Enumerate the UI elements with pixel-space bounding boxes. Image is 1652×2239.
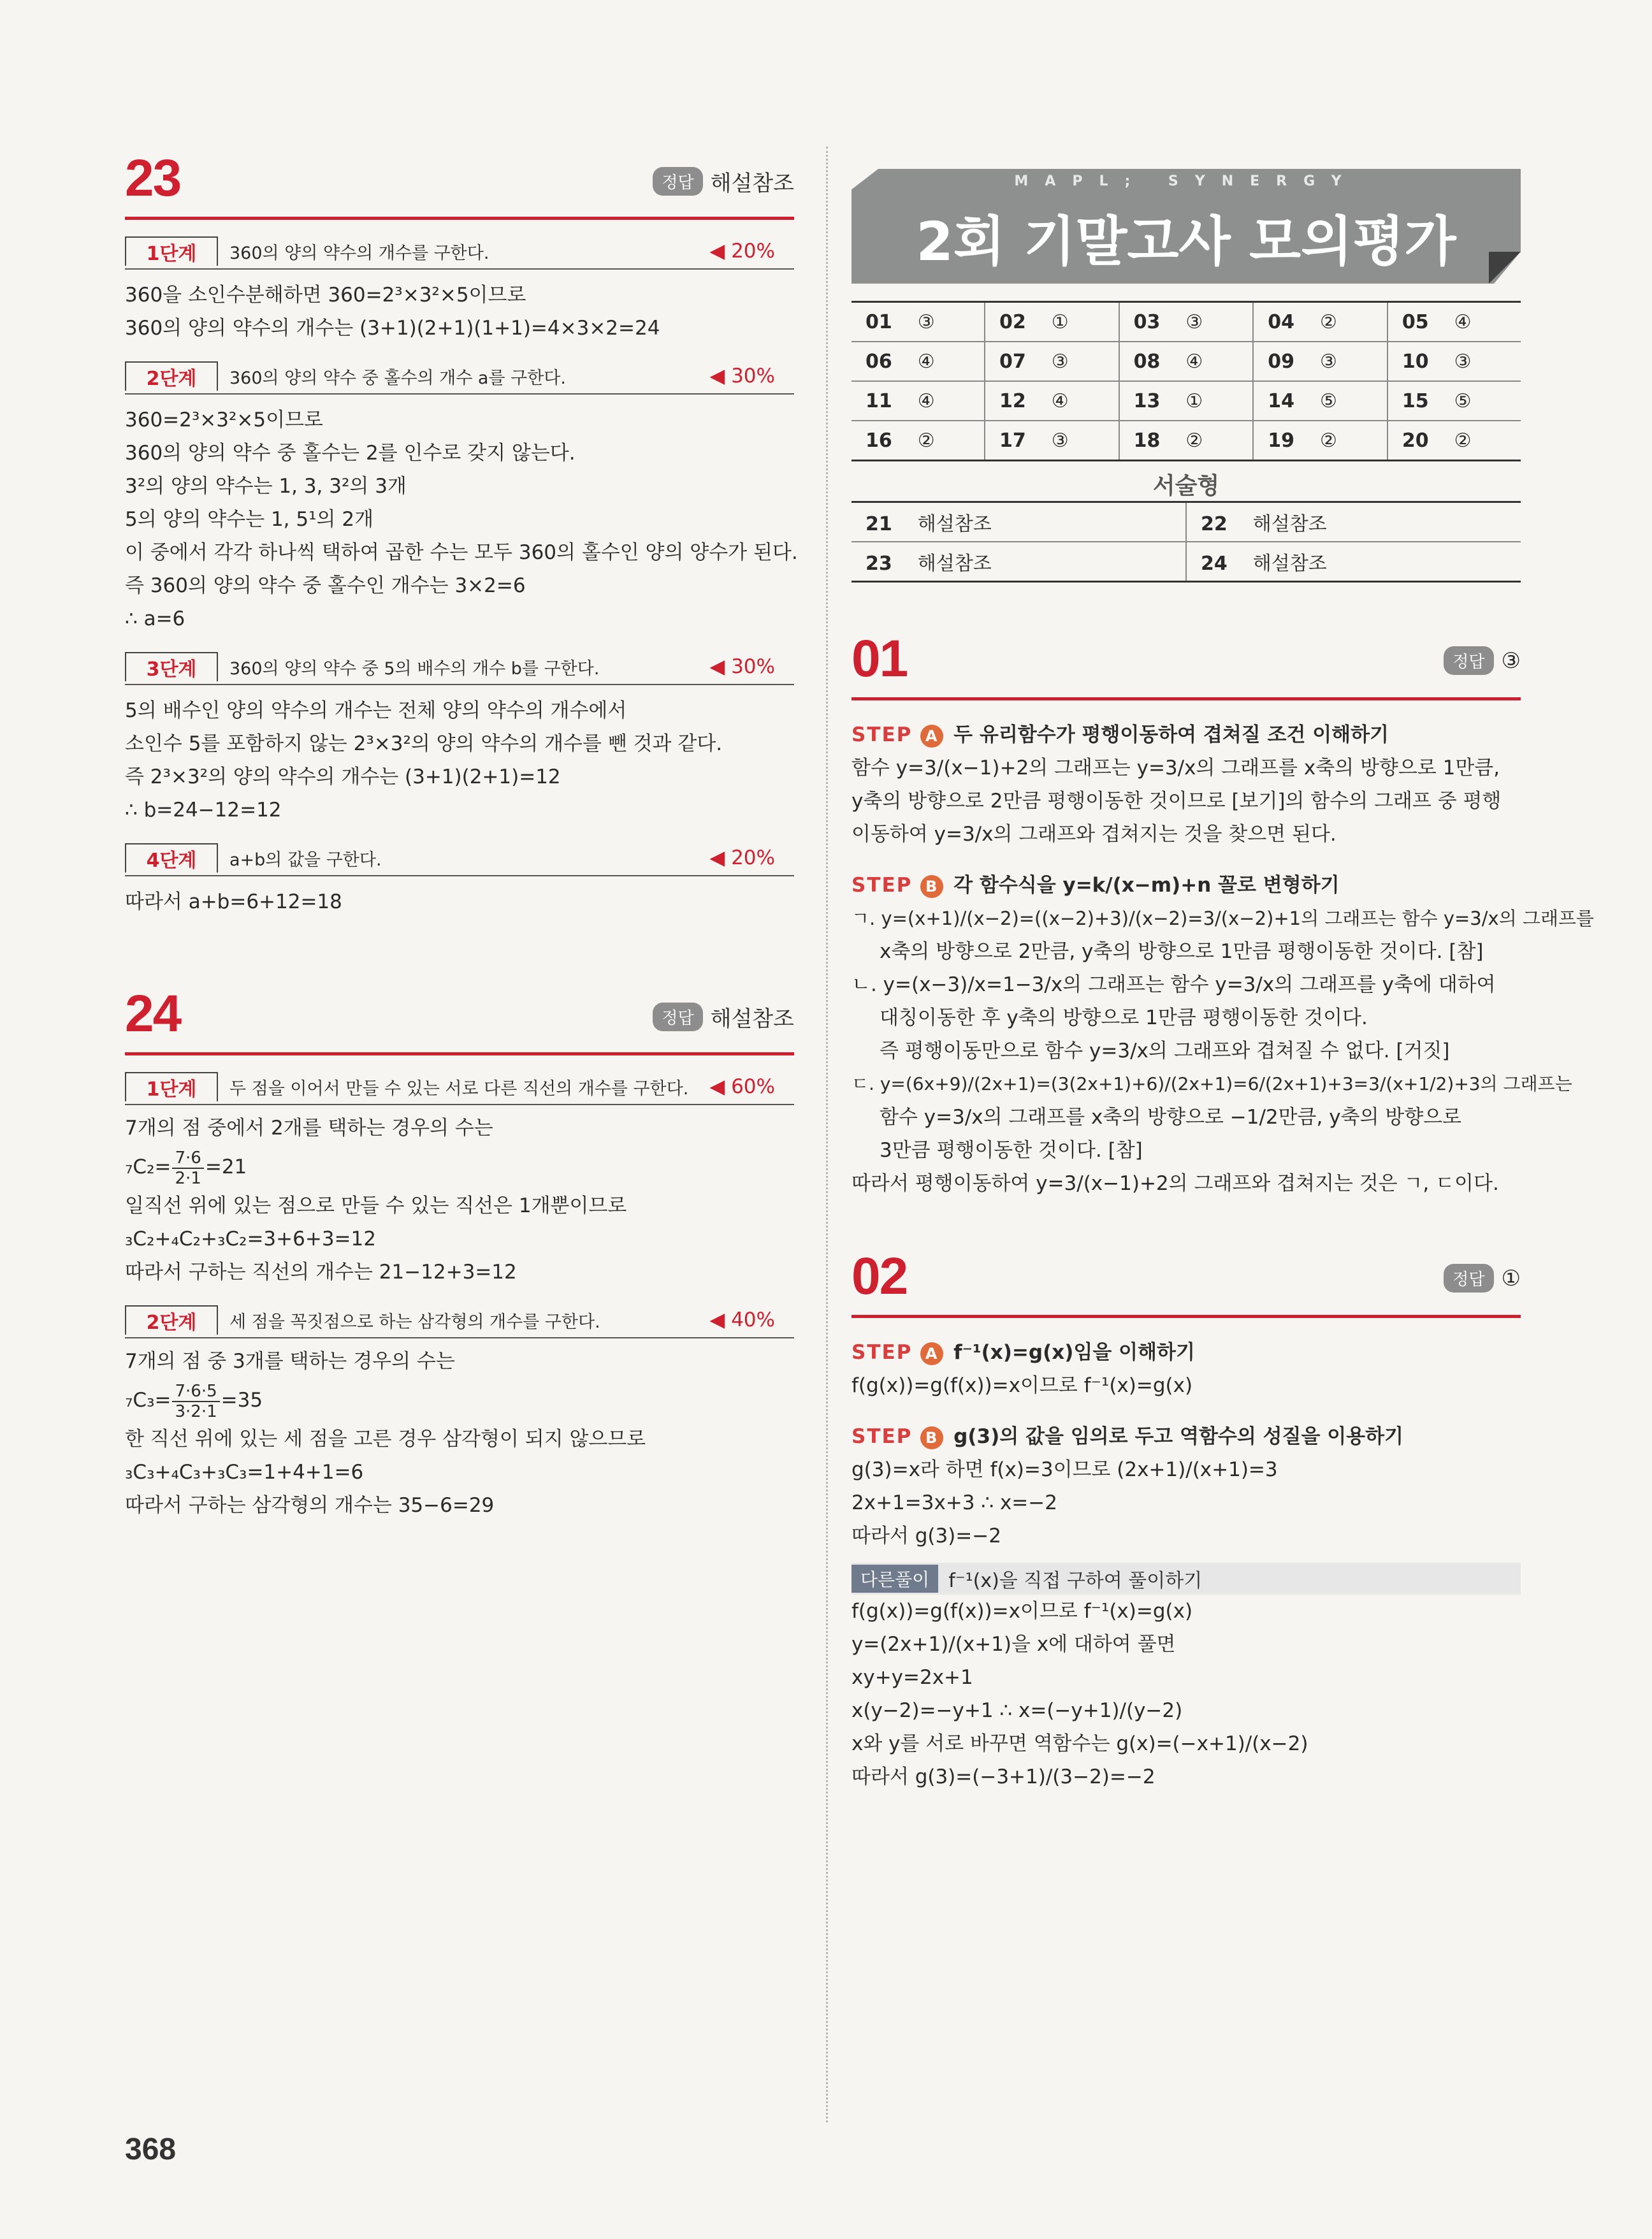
step-word: STEP (851, 723, 913, 746)
step-label (851, 874, 943, 897)
problem-number: 01 (851, 630, 908, 688)
table-cell (1119, 421, 1254, 461)
table-cell (1186, 502, 1521, 542)
step-text: 360의 양의 약수 중 홀수의 개수 a를 구한다. (229, 368, 566, 388)
answer-choice: ⑤ (1454, 389, 1472, 412)
question-number: 09 (1268, 350, 1295, 373)
text-line: 360의 양의 약수의 개수는 (3+1)(2+1)(1+1)=4×3×2=24 (125, 317, 660, 340)
table-cell (1186, 542, 1521, 582)
essay-table (851, 501, 1521, 583)
question-number: 11 (866, 389, 892, 412)
text-line: 즉 360의 양의 약수 중 홀수인 개수는 3×2=6 (125, 574, 526, 597)
answer-box (653, 166, 794, 197)
answer-choice: 해설참조 (1252, 513, 1327, 535)
text-line: y=(2x+1)/(x+1)을 x에 대하여 풀면 (851, 1633, 1176, 1656)
table-cell (985, 342, 1119, 381)
step-b-heading (851, 869, 1521, 902)
step-title: 각 함수식을 y=k/(x−m)+n 꼴로 변형하기 (953, 874, 1340, 897)
answer-choice: ② (1320, 310, 1337, 333)
question-number: 01 (866, 310, 892, 333)
numerator: 7·6·5 (172, 1382, 219, 1402)
step-title: g(3)의 값을 임의로 두고 역함수의 성질을 이용하기 (953, 1425, 1403, 1448)
text-line: g(3)=x라 하면 f(x)=3이므로 (2x+1)/(x+1)=3 (851, 1458, 1278, 1481)
step-tag: 3단계 (125, 652, 218, 681)
answer-choice: ③ (1454, 350, 1472, 373)
text-line: ∴ a=6 (125, 607, 185, 630)
table-cell (851, 421, 985, 461)
text-line: 3²의 양의 약수는 1, 3, 3²의 3개 (125, 475, 407, 498)
answer-box (653, 1001, 794, 1033)
answer-choice: ② (1320, 429, 1337, 452)
answer-choice: ④ (1185, 350, 1203, 373)
column-divider (826, 147, 828, 2122)
text-line: 소인수 5를 포함하지 않는 2³×3²의 양의 약수의 개수를 뺀 것과 같다. (125, 732, 723, 755)
fraction (172, 1148, 203, 1188)
table-cell (1388, 381, 1521, 421)
text-line: 따라서 구하는 직선의 개수는 21−12+3=12 (125, 1261, 517, 1284)
answer-choice: ④ (1454, 310, 1472, 333)
answer-choice: ② (1185, 429, 1203, 452)
step-body (125, 694, 794, 827)
text-line: 따라서 g(3)=(−3+1)/(3−2)=−2 (851, 1765, 1156, 1788)
text-line: 7개의 점 중에서 2개를 택하는 경우의 수는 (125, 1117, 493, 1140)
text-line: 함수 y=3/(x−1)+2의 그래프는 y=3/x의 그래프를 x축의 방향으로 1만큼, (851, 757, 1500, 779)
text-line: ㄱ. y=(x+1)/(x−2)=((x−2)+3)/(x−2)=3/(x−2)+1의 그래프는 함수 y=3/x의 그래프를 (851, 908, 1594, 929)
text-line: y축의 방향으로 2만큼 평행이동한 것이므로 [보기]의 함수의 그래프 중 평행 (851, 790, 1502, 813)
banner-subtitle: MAPL; SYNERGY (1014, 173, 1358, 189)
step-text: a+b의 값을 구한다. (229, 850, 382, 870)
text-line: 대칭이동한 후 y축의 방향으로 1만큼 평행이동한 것이다. (880, 1006, 1368, 1029)
step-body (125, 403, 798, 635)
question-number: 04 (1268, 310, 1295, 333)
table-cell (851, 342, 985, 381)
question-number: 12 (999, 389, 1026, 412)
table-row (851, 542, 1521, 582)
table-cell (1119, 302, 1254, 342)
step-word: STEP (851, 1341, 913, 1364)
question-number: 21 (866, 513, 892, 535)
table-cell (851, 502, 1186, 542)
table-cell (1119, 342, 1254, 381)
text-line: ₃C₂+₄C₂+₃C₂=3+6+3=12 (125, 1228, 376, 1250)
step-circle: A (920, 725, 943, 748)
table-cell (851, 302, 985, 342)
step-label (851, 1425, 943, 1448)
comb-result: =21 (205, 1156, 247, 1178)
answer-box (1444, 646, 1521, 675)
problem-23-header (125, 147, 794, 220)
text-line: f(g(x))=g(f(x))=x이므로 f⁻¹(x)=g(x) (851, 1374, 1193, 1397)
step-percent: ◀ 30% (709, 365, 775, 388)
step-body (851, 1369, 1521, 1402)
answer-tag: 정답 (1444, 646, 1493, 675)
question-number: 02 (999, 310, 1026, 333)
text-line: 한 직선 위에 있는 세 점을 고른 경우 삼각형이 되지 않으므로 (125, 1428, 646, 1451)
step-tag: 4단계 (125, 843, 218, 873)
answer-tag: 정답 (653, 1003, 702, 1031)
text-line: 7개의 점 중 3개를 택하는 경우의 수는 (125, 1350, 455, 1373)
question-number: 08 (1133, 350, 1161, 373)
step-b-heading (851, 1420, 1521, 1453)
text-line: 따라서 g(3)=−2 (851, 1525, 1001, 1547)
problem-number: 02 (851, 1247, 908, 1305)
answer-value: ③ (1501, 648, 1521, 674)
comb-prefix: ₇C₃= (125, 1389, 171, 1412)
answer-choice: ③ (1051, 350, 1069, 373)
text-line: xy+y=2x+1 (851, 1666, 973, 1689)
text-line: x(y−2)=−y+1 ∴ x=(−y+1)/(y−2) (851, 1699, 1183, 1722)
page-number: 368 (125, 2133, 177, 2166)
step-body (851, 1453, 1521, 1553)
table-row (851, 302, 1521, 342)
text-line: 360=2³×3²×5이므로 (125, 409, 323, 431)
left-column (125, 147, 798, 1522)
alt-title: f⁻¹(x)을 직접 구하여 풀이하기 (948, 1570, 1203, 1592)
text-line: 360을 소인수분해하면 360=2³×3²×5이므로 (125, 284, 526, 307)
table-row (851, 342, 1521, 381)
step-percent: ◀ 30% (709, 655, 775, 678)
step-tag: 2단계 (125, 1305, 218, 1335)
text-line: 360의 양의 약수 중 홀수는 2를 인수로 갖지 않는다. (125, 442, 576, 465)
comb-result: =35 (221, 1389, 263, 1412)
answer-tag: 정답 (653, 167, 702, 196)
text-line: 3만큼 평행이동한 것이다. [참] (880, 1139, 1143, 1162)
step-label (851, 1341, 943, 1364)
answer-value: 해설참조 (710, 171, 794, 196)
text-line: 즉 평행이동만으로 함수 y=3/x의 그래프와 겹쳐질 수 없다. [거짓] (880, 1040, 1450, 1062)
step-row (125, 359, 794, 395)
table-cell (1253, 342, 1388, 381)
answer-choice: ④ (1051, 389, 1069, 412)
answer-choice: ③ (1185, 310, 1203, 333)
step-percent: ◀ 60% (709, 1075, 775, 1098)
step-text: 세 점을 꼭짓점으로 하는 삼각형의 개수를 구한다. (229, 1312, 600, 1332)
problem-number: 24 (125, 985, 181, 1043)
step-body (851, 902, 1594, 1200)
answer-choice: ③ (1320, 350, 1337, 373)
step-row (125, 1303, 794, 1338)
question-number: 17 (999, 429, 1026, 452)
step-label (851, 723, 943, 746)
question-number: 23 (866, 553, 892, 575)
combination-line (125, 1378, 794, 1423)
question-number: 03 (1133, 310, 1161, 333)
text-line: x축의 방향으로 2만큼, y축의 방향으로 1만큼 평행이동한 것이다. [참] (880, 940, 1484, 963)
question-number: 20 (1402, 429, 1429, 452)
essay-title: 서술형 (1152, 473, 1220, 499)
step-circle: B (920, 875, 943, 898)
text-line: 함수 y=3/x의 그래프를 x축의 방향으로 −1/2만큼, y축의 방향으로 (880, 1106, 1462, 1129)
step-row (125, 1069, 794, 1105)
question-number: 19 (1268, 429, 1295, 452)
table-cell (985, 302, 1119, 342)
step-text: 360의 양의 약수 중 5의 배수의 개수 b를 구한다. (229, 658, 600, 679)
answer-value: 해설참조 (710, 1006, 794, 1032)
answer-table (851, 301, 1521, 461)
step-body (125, 279, 794, 345)
step-row (125, 234, 794, 270)
answer-choice: 해설참조 (1252, 553, 1327, 575)
text-line: 2x+1=3x+3 ∴ x=−2 (851, 1491, 1057, 1514)
text-line: 따라서 a+b=6+12=18 (125, 890, 342, 913)
text-line: ㄴ. y=(x−3)/x=1−3/x의 그래프는 함수 y=3/x의 그래프를 y축에 대하여 (851, 973, 1496, 996)
text-line: 이 중에서 각각 하나씩 택하여 곱한 수는 모두 360의 홀수인 양의 양수가 된다. (125, 541, 798, 564)
right-column (851, 147, 1594, 1793)
text-line: 따라서 평행이동하여 y=3/(x−1)+2의 그래프와 겹쳐지는 것은 ㄱ, ㄷ이다. (851, 1172, 1499, 1195)
table-cell (1253, 421, 1388, 461)
text-line: x와 y를 서로 바꾸면 역함수는 g(x)=(−x+1)/(x−2) (851, 1732, 1308, 1755)
text-line: 일직선 위에 있는 점으로 만들 수 있는 직선은 1개뿐이므로 (125, 1194, 627, 1217)
answer-choice: ② (917, 429, 935, 452)
text-line: ₃C₃+₄C₃+₃C₃=1+4+1=6 (125, 1461, 364, 1484)
text-line: 이동하여 y=3/x의 그래프와 겹쳐지는 것을 찾으면 된다. (851, 823, 1337, 846)
answer-choice: ③ (917, 310, 935, 333)
step-word: STEP (851, 1425, 913, 1448)
table-cell (985, 381, 1119, 421)
step-row (125, 649, 794, 685)
step-body (851, 751, 1521, 851)
step-text: 두 점을 이어서 만들 수 있는 서로 다른 직선의 개수를 구한다. (229, 1078, 689, 1099)
answer-choice: ④ (917, 350, 935, 373)
table-cell (985, 421, 1119, 461)
step-percent: ◀ 20% (709, 846, 775, 869)
step-tag: 1단계 (125, 1072, 218, 1101)
step-word: STEP (851, 874, 913, 897)
text-line: 즉 2³×3²의 양의 약수의 개수는 (3+1)(2+1)=12 (125, 765, 561, 788)
alternative-solution-heading (851, 1563, 1521, 1595)
table-row (851, 421, 1521, 461)
table-cell (1388, 302, 1521, 342)
text-line: 따라서 구하는 삼각형의 개수는 35−6=29 (125, 1494, 495, 1517)
question-number: 18 (1133, 429, 1161, 452)
banner-title: 2회 기말고사 모의평가 (916, 210, 1456, 273)
denominator: 3·2·1 (175, 1402, 217, 1421)
problem-24-header (125, 982, 794, 1055)
step-circle: A (920, 1342, 943, 1365)
step-body (125, 1112, 794, 1289)
exam-banner (851, 147, 1521, 287)
step-body (125, 885, 794, 918)
step-circle: B (920, 1426, 943, 1449)
table-cell (1388, 421, 1521, 461)
question-number: 07 (999, 350, 1026, 373)
table-row (851, 381, 1521, 421)
table-cell (1119, 381, 1254, 421)
question-number: 14 (1268, 389, 1295, 412)
table-row (851, 502, 1521, 542)
step-text: 360의 양의 약수의 개수를 구한다. (229, 243, 489, 263)
table-cell (1388, 342, 1521, 381)
question-number: 10 (1402, 350, 1429, 373)
answer-choice: ③ (1051, 429, 1069, 452)
question-number: 22 (1201, 513, 1228, 535)
question-number: 24 (1201, 553, 1228, 575)
step-tag: 1단계 (125, 236, 218, 266)
answer-choice: ④ (917, 389, 935, 412)
step-a-heading (851, 718, 1521, 751)
combination-line (125, 1145, 794, 1189)
table-cell (851, 542, 1186, 582)
numerator: 7·6 (172, 1148, 203, 1169)
answer-value: ① (1501, 1265, 1521, 1291)
question-number: 16 (866, 429, 892, 452)
text-line: 5의 배수인 양의 약수의 개수는 전체 양의 약수의 개수에서 (125, 699, 627, 722)
step-percent: ◀ 20% (709, 240, 775, 263)
table-cell (851, 381, 985, 421)
answer-choice: 해설참조 (917, 553, 992, 575)
text-line: ∴ b=24−12=12 (125, 799, 282, 822)
text-line: 5의 양의 약수는 1, 5¹의 2개 (125, 508, 374, 531)
step-a-heading (851, 1336, 1521, 1369)
question-number: 06 (866, 350, 892, 373)
step-title: 두 유리함수가 평행이동하여 겹쳐질 조건 이해하기 (953, 723, 1389, 746)
text-line: ㄷ. y=(6x+9)/(2x+1)=(3(2x+1)+6)/(2x+1)=6/(2x+1)+3=3/(x+1/2)+3의 그래프는 (851, 1073, 1572, 1094)
problem-02-header (851, 1245, 1521, 1318)
answer-choice: ① (1185, 389, 1203, 412)
step-title: f⁻¹(x)=g(x)임을 이해하기 (953, 1341, 1195, 1364)
step-row (125, 841, 794, 876)
problem-number: 23 (125, 149, 181, 207)
step-percent: ◀ 40% (709, 1308, 775, 1331)
alt-tag: 다른풀이 (851, 1565, 938, 1593)
question-number: 05 (1402, 310, 1429, 333)
step-tag: 2단계 (125, 361, 218, 391)
answer-box (1444, 1264, 1521, 1293)
text-line: f(g(x))=g(f(x))=x이므로 f⁻¹(x)=g(x) (851, 1600, 1193, 1623)
answer-tag: 정답 (1444, 1264, 1493, 1293)
question-number: 15 (1402, 389, 1429, 412)
answer-choice: ② (1454, 429, 1472, 452)
alt-body (851, 1595, 1521, 1793)
fraction (172, 1382, 219, 1421)
denominator: 2·1 (175, 1168, 201, 1188)
answer-choice: ① (1051, 310, 1069, 333)
step-body (125, 1345, 794, 1522)
answer-choice: 해설참조 (917, 513, 992, 535)
problem-01-header (851, 627, 1521, 700)
table-cell (1253, 302, 1388, 342)
answer-choice: ⑤ (1320, 389, 1337, 412)
table-cell (1253, 381, 1388, 421)
comb-prefix: ₇C₂= (125, 1156, 171, 1178)
question-number: 13 (1133, 389, 1161, 412)
